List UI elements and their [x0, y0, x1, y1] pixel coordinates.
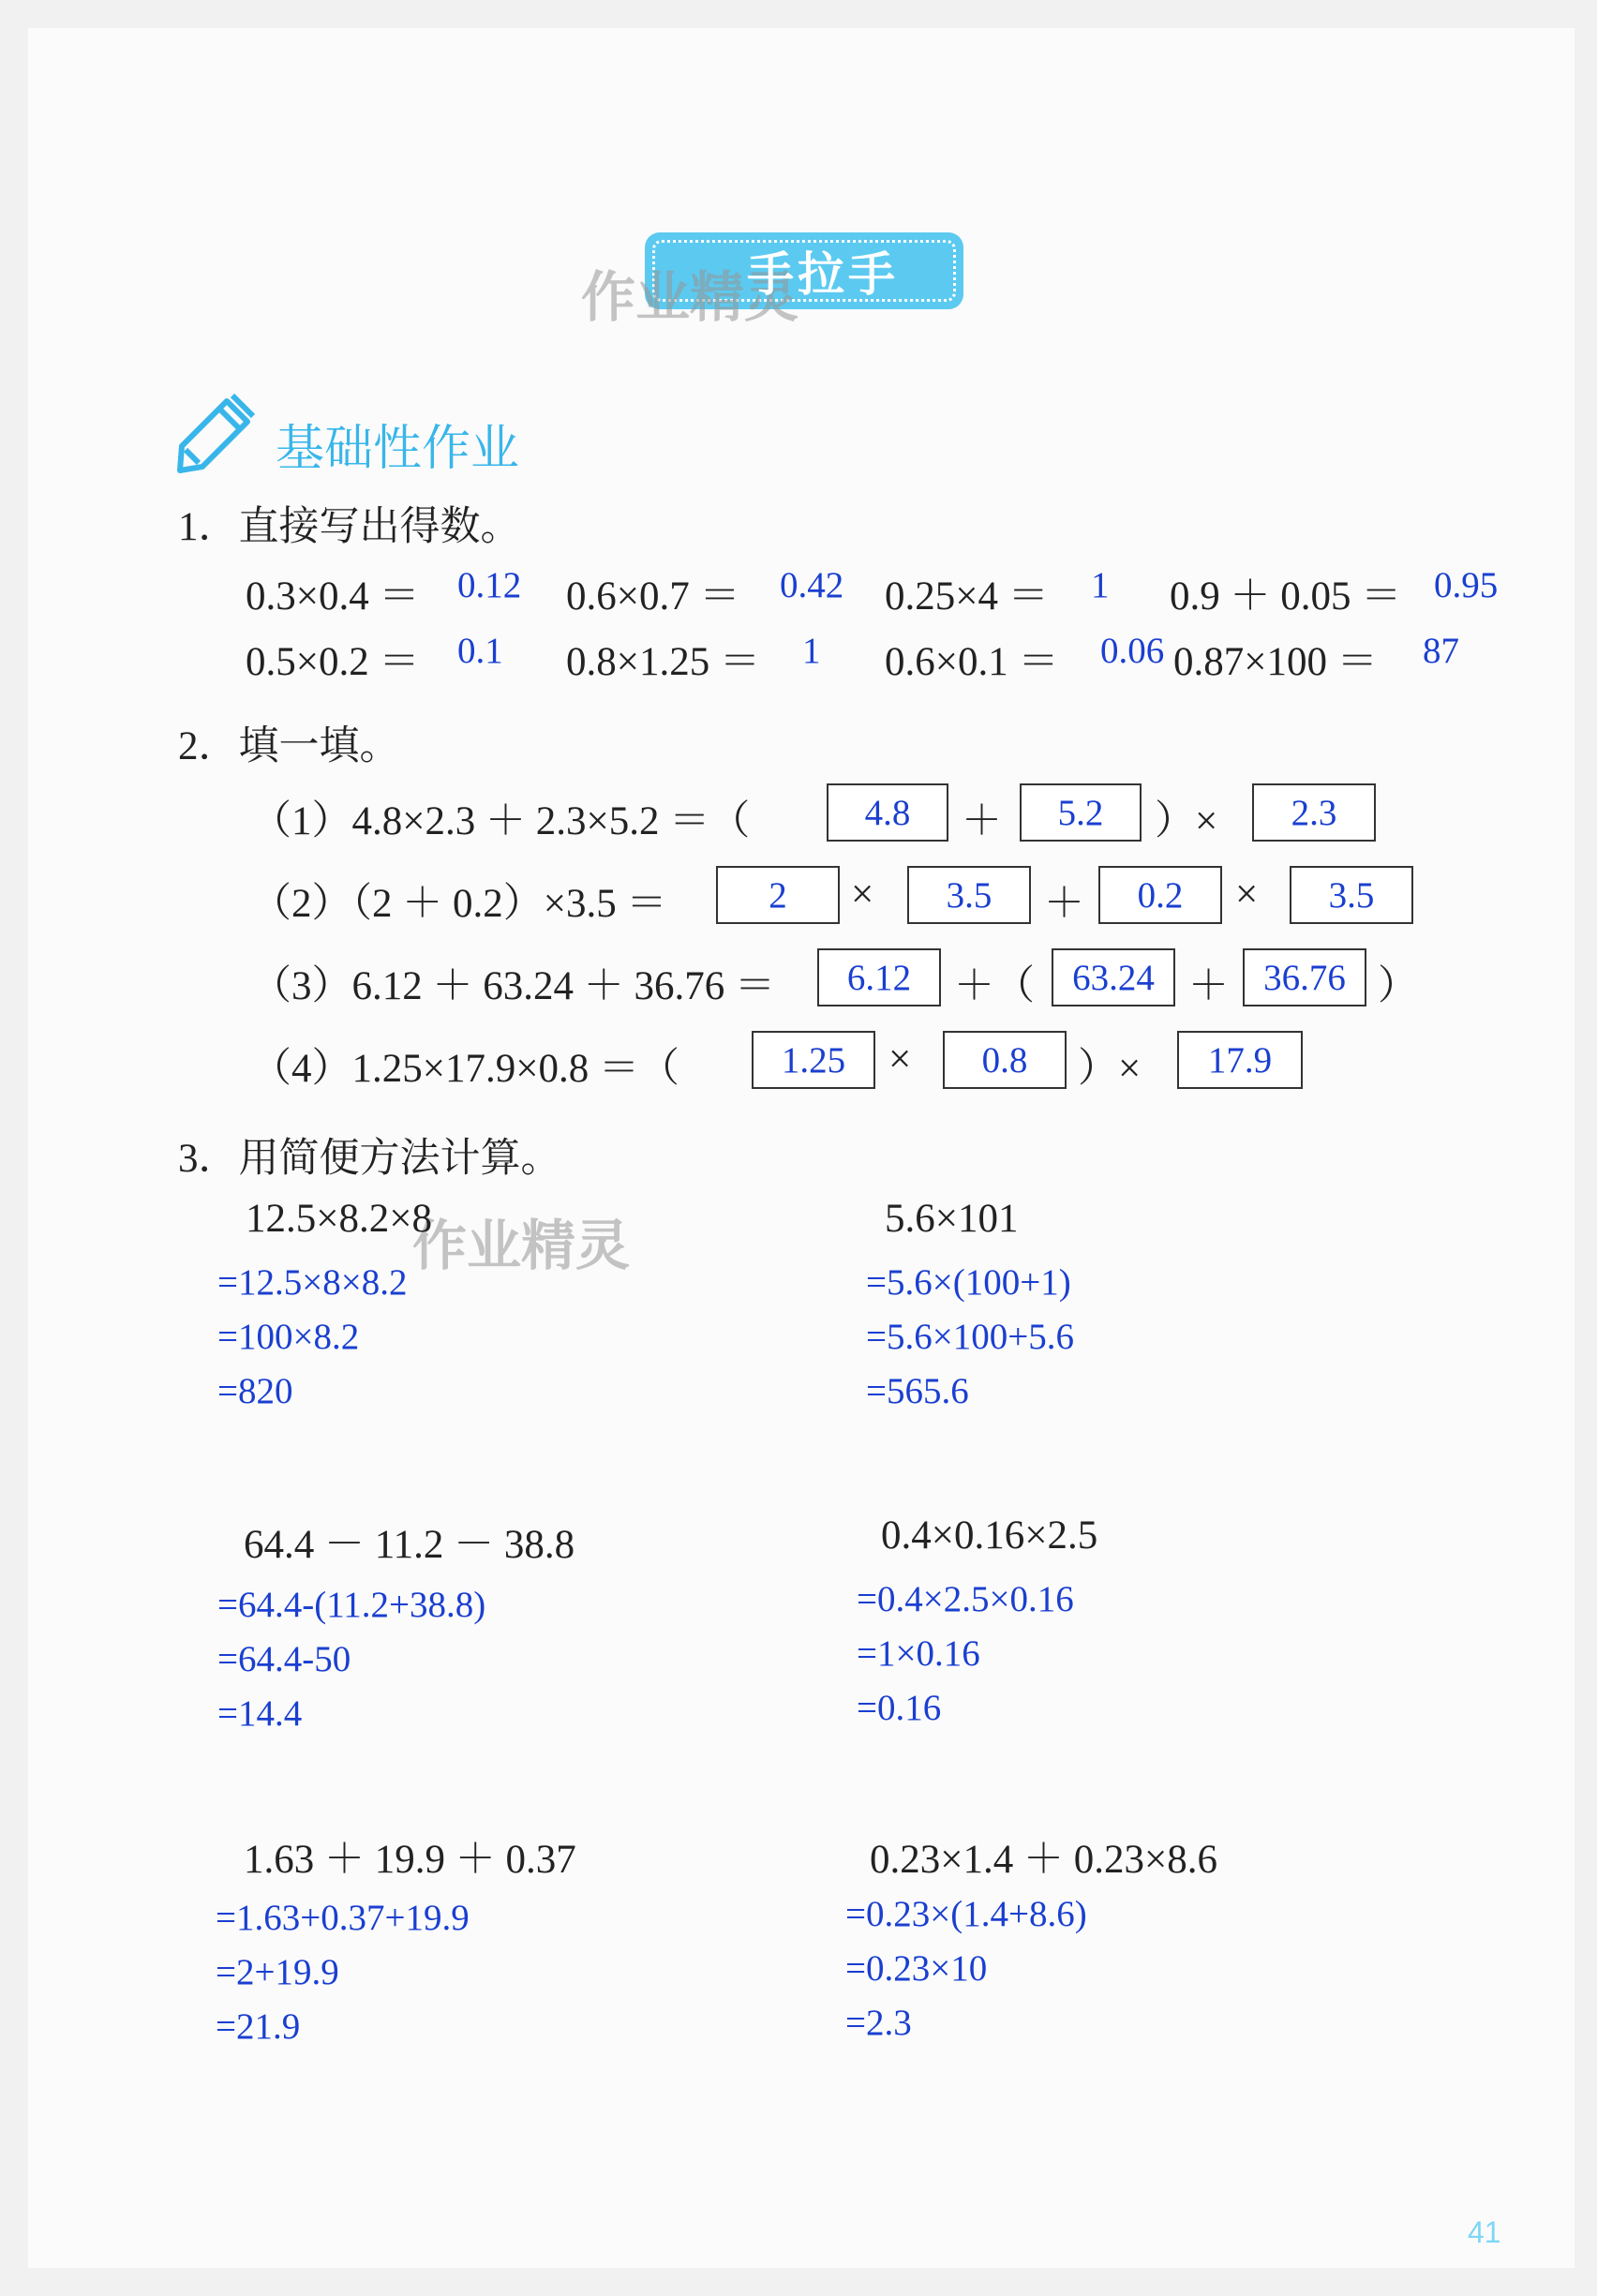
q3-problem3-expr: 64.4 － 11.2 － 38.8 — [244, 1523, 575, 1567]
q3-problem6-expr: 0.23×1.4 ＋ 0.23×8.6 — [870, 1838, 1218, 1882]
q2-row4-part1: （4）1.25×17.9×0.8 ＝（ — [251, 1047, 680, 1091]
q3-title: 3．用简便方法计算。 — [178, 1137, 561, 1181]
q1-expr-1: 0.3×0.4 ＝ — [246, 574, 420, 619]
q2-row1-box3[interactable]: 2.3 — [1252, 783, 1376, 842]
q2-row2-box4[interactable]: 3.5 — [1290, 866, 1413, 924]
q3-problem6-step2: =0.23×10 — [845, 1948, 988, 1989]
banner-text: 手拉手 — [747, 248, 899, 301]
q3-problem4-step3: =0.16 — [857, 1688, 942, 1728]
pencil-icon — [174, 392, 261, 479]
q3-problem2-step1: =5.6×(100+1) — [866, 1262, 1071, 1303]
q3-problem1-step3: =820 — [217, 1371, 293, 1411]
q3-problem1-step2: =100×8.2 — [217, 1317, 360, 1357]
q1-answer-6: 1 — [802, 631, 821, 671]
q3-problem4-step1: =0.4×2.5×0.16 — [857, 1579, 1074, 1619]
q1-expr-6: 0.8×1.25 ＝ — [566, 640, 761, 684]
q1-answer-5: 0.1 — [457, 631, 503, 671]
header-banner — [645, 232, 963, 309]
q3-problem5-expr: 1.63 ＋ 19.9 ＋ 0.37 — [244, 1838, 576, 1882]
q1-answer-8: 87 — [1423, 631, 1459, 671]
q3-problem1-expr: 12.5×8.2×8 — [246, 1197, 433, 1241]
q1-expr-3: 0.25×4 ＝ — [885, 574, 1049, 619]
q2-row2-part3: ＋ — [1044, 882, 1084, 926]
watermark: 作业精灵 — [581, 267, 799, 328]
q2-row3-box2[interactable]: 63.24 — [1052, 948, 1175, 1006]
q2-row2-box1[interactable]: 2 — [716, 866, 840, 924]
q3-problem3-step2: =64.4-50 — [217, 1639, 351, 1679]
q2-row4-box1[interactable]: 1.25 — [752, 1031, 875, 1089]
q2-row1-box2[interactable]: 5.2 — [1020, 783, 1142, 842]
q3-problem2-step2: =5.6×100+5.6 — [866, 1317, 1074, 1357]
q1-expr-8: 0.87×100 ＝ — [1173, 640, 1378, 684]
q3-problem6-step1: =0.23×(1.4+8.6) — [845, 1894, 1087, 1934]
q3-problem6-step3: =2.3 — [845, 2003, 912, 2043]
q1-answer-2: 0.42 — [780, 565, 844, 605]
page-number: 41 — [1468, 2215, 1501, 2249]
q2-row1-part2: ＋ — [962, 799, 1002, 843]
q2-row3-part2: ＋（ — [954, 964, 1035, 1008]
section-title: 基础性作业 — [276, 422, 520, 476]
q2-row3-box1[interactable]: 6.12 — [817, 948, 941, 1006]
q2-row4-part3: ）× — [1078, 1047, 1142, 1091]
watermark-2: 作业精灵 — [412, 1215, 631, 1276]
q2-row3-part1: （3）6.12 ＋ 63.24 ＋ 36.76 ＝ — [251, 964, 775, 1008]
q2-row2-part1: （2）（2 ＋ 0.2）×3.5 ＝ — [251, 882, 667, 926]
q3-problem4-expr: 0.4×0.16×2.5 — [881, 1513, 1098, 1558]
q1-answer-4: 0.95 — [1434, 565, 1499, 605]
q3-problem5-step1: =1.63+0.37+19.9 — [216, 1898, 470, 1938]
q3-problem2-step3: =565.6 — [866, 1371, 969, 1411]
q1-expr-4: 0.9 ＋ 0.05 ＝ — [1170, 574, 1402, 619]
q3-problem1-step1: =12.5×8×8.2 — [217, 1262, 408, 1303]
q1-expr-2: 0.6×0.7 ＝ — [566, 574, 740, 619]
q3-problem3-step3: =14.4 — [217, 1693, 303, 1734]
q3-problem2-expr: 5.6×101 — [885, 1197, 1019, 1241]
q3-problem4-step2: =1×0.16 — [857, 1633, 980, 1674]
q2-row1-part3: ）× — [1155, 799, 1218, 843]
q2-row1-part1: （1）4.8×2.3 ＋ 2.3×5.2 ＝（ — [251, 799, 751, 843]
q2-title: 2．填一填。 — [178, 724, 400, 768]
q3-problem3-step1: =64.4-(11.2+38.8) — [217, 1585, 486, 1625]
q1-expr-5: 0.5×0.2 ＝ — [246, 640, 420, 684]
q2-row3-part3: ＋ — [1188, 964, 1229, 1008]
q2-row2-box2[interactable]: 3.5 — [907, 866, 1031, 924]
q1-title: 1．直接写出得数。 — [178, 505, 521, 549]
q2-row4-box2[interactable]: 0.8 — [943, 1031, 1067, 1089]
q2-row2-box3[interactable]: 0.2 — [1098, 866, 1222, 924]
q2-row1-box1[interactable]: 4.8 — [827, 783, 948, 842]
q2-row4-box3[interactable]: 17.9 — [1177, 1031, 1303, 1089]
q1-answer-7: 0.06 — [1100, 631, 1165, 671]
q2-row2-part4: × — [1235, 872, 1259, 917]
q2-row2-part2: × — [851, 872, 874, 917]
q2-row3-box3[interactable]: 36.76 — [1243, 948, 1366, 1006]
q3-problem5-step3: =21.9 — [216, 2006, 301, 2047]
q1-answer-3: 1 — [1091, 565, 1110, 605]
q2-row4-part2: × — [888, 1037, 912, 1081]
q1-expr-7: 0.6×0.1 ＝ — [885, 640, 1059, 684]
q2-row3-part4: ） — [1378, 964, 1418, 1008]
q1-answer-1: 0.12 — [457, 565, 522, 605]
q3-problem5-step2: =2+19.9 — [216, 1952, 339, 1992]
